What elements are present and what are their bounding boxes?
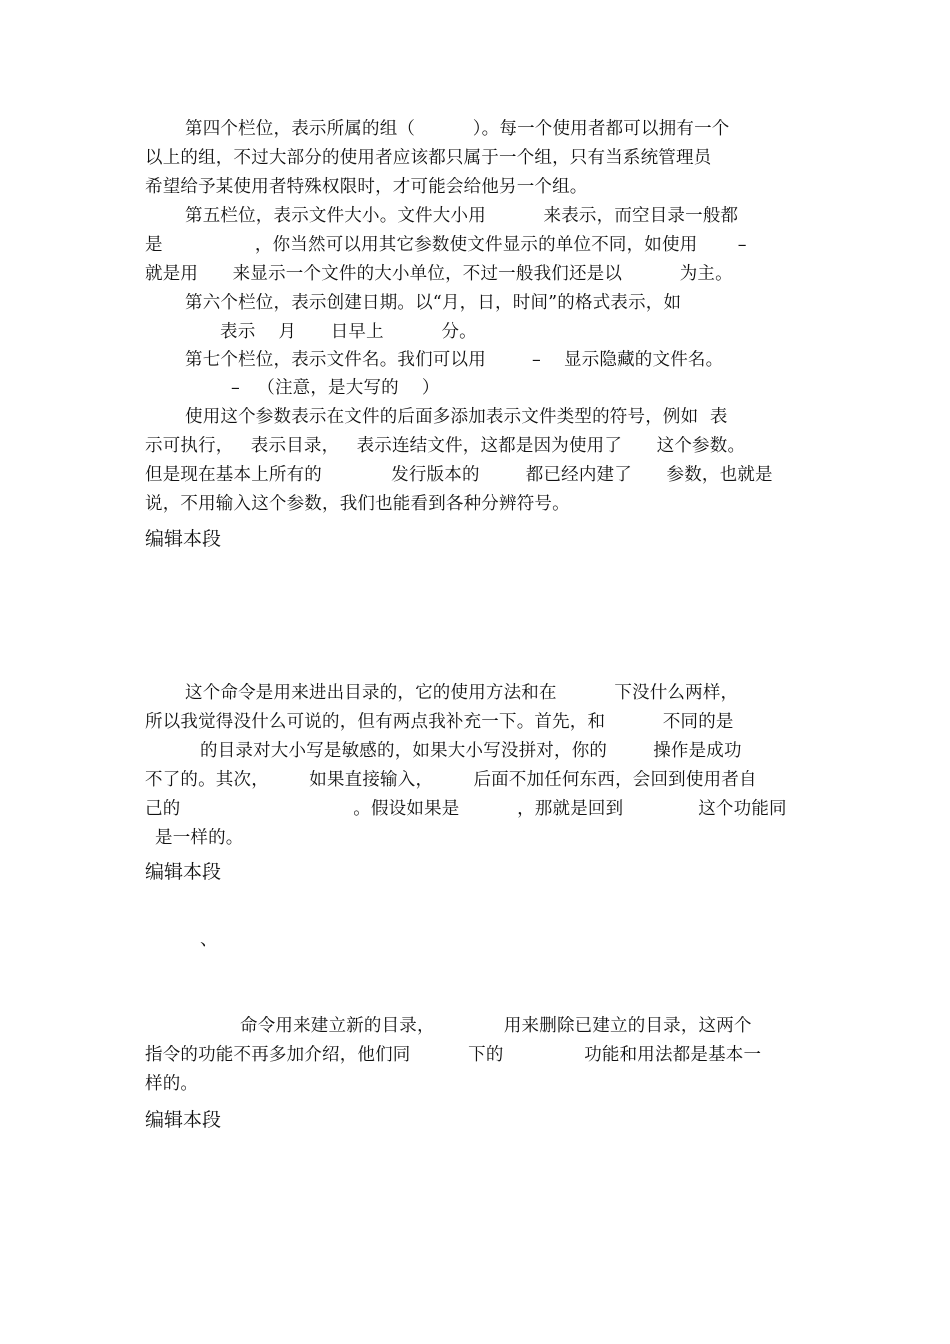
paragraph-line: 所以我觉得没什么可说的，但有两点我补充一下。首先，和 不同的是 — [145, 712, 734, 732]
paragraph-line: 第七个栏位，表示文件名。我们可以用 – 显示隐藏的文件名。 — [185, 350, 724, 370]
paragraph-line: 第五栏位，表示文件大小。文件大小用 来表示，而空目录一般都 — [185, 206, 739, 226]
section-heading: 编辑本段 — [145, 861, 222, 883]
section-heading: 编辑本段 — [145, 1109, 222, 1131]
paragraph-line: 命令用来建立新的目录， 用来删除已建立的目录，这两个 — [240, 1016, 752, 1036]
paragraph-line: 说，不用输入这个参数，我们也能看到各种分辨符号。 — [145, 494, 570, 514]
paragraph-line: 第六个栏位，表示创建日期。以“月，日，时间”的格式表示，如 — [185, 293, 682, 313]
paragraph-line: 第四个栏位，表示所属的组（ ）。每一个使用者都可以拥有一个 — [185, 119, 730, 139]
section-heading: 编辑本段 — [145, 528, 222, 550]
paragraph-line: 指令的功能不再多加介绍，他们同 下的 功能和用法都是基本一 — [145, 1045, 762, 1065]
paragraph-line: 示可执行， 表示目录， 表示连结文件，这都是因为使用了 这个参数。 — [145, 436, 746, 456]
paragraph-line: 以上的组，不过大部分的使用者应该都只属于一个组，只有当系统管理员 — [145, 148, 712, 168]
paragraph-line: 己的 。假设如果是 ，那就是回到 这个功能同 — [145, 799, 787, 819]
punctuation-mark: 、 — [200, 930, 218, 950]
paragraph-line: 样的。 — [145, 1074, 199, 1094]
paragraph-line: 不了的。其次， 如果直接输入， 后面不加任何东西，会回到使用者自 — [145, 770, 757, 790]
paragraph-line: 这个命令是用来进出目录的，它的使用方法和在 下没什么两样， — [185, 683, 739, 703]
paragraph-line: – （注意，是大写的 ） — [231, 378, 440, 398]
paragraph-line: 就是用 来显示一个文件的大小单位，不过一般我们还是以 为主。 — [145, 264, 733, 284]
paragraph-line: 希望给予某使用者特殊权限时，才可能会给他另一个组。 — [145, 177, 588, 197]
paragraph-line: 是 ，你当然可以用其它参数使文件显示的单位不同，如使用 – — [145, 235, 747, 255]
paragraph-line: 表示 月 日早上 分。 — [220, 322, 477, 342]
paragraph-line: 但是现在基本上所有的 发行版本的 都已经内建了 参数，也就是 — [145, 465, 773, 485]
paragraph-line: 是一样的。 — [155, 828, 244, 848]
paragraph-line: 使用这个参数表示在文件的后面多添加表示文件类型的符号，例如 表 — [185, 407, 728, 427]
paragraph-line: 的目录对大小写是敏感的，如果大小写没拼对，你的 操作是成功 — [200, 741, 742, 761]
